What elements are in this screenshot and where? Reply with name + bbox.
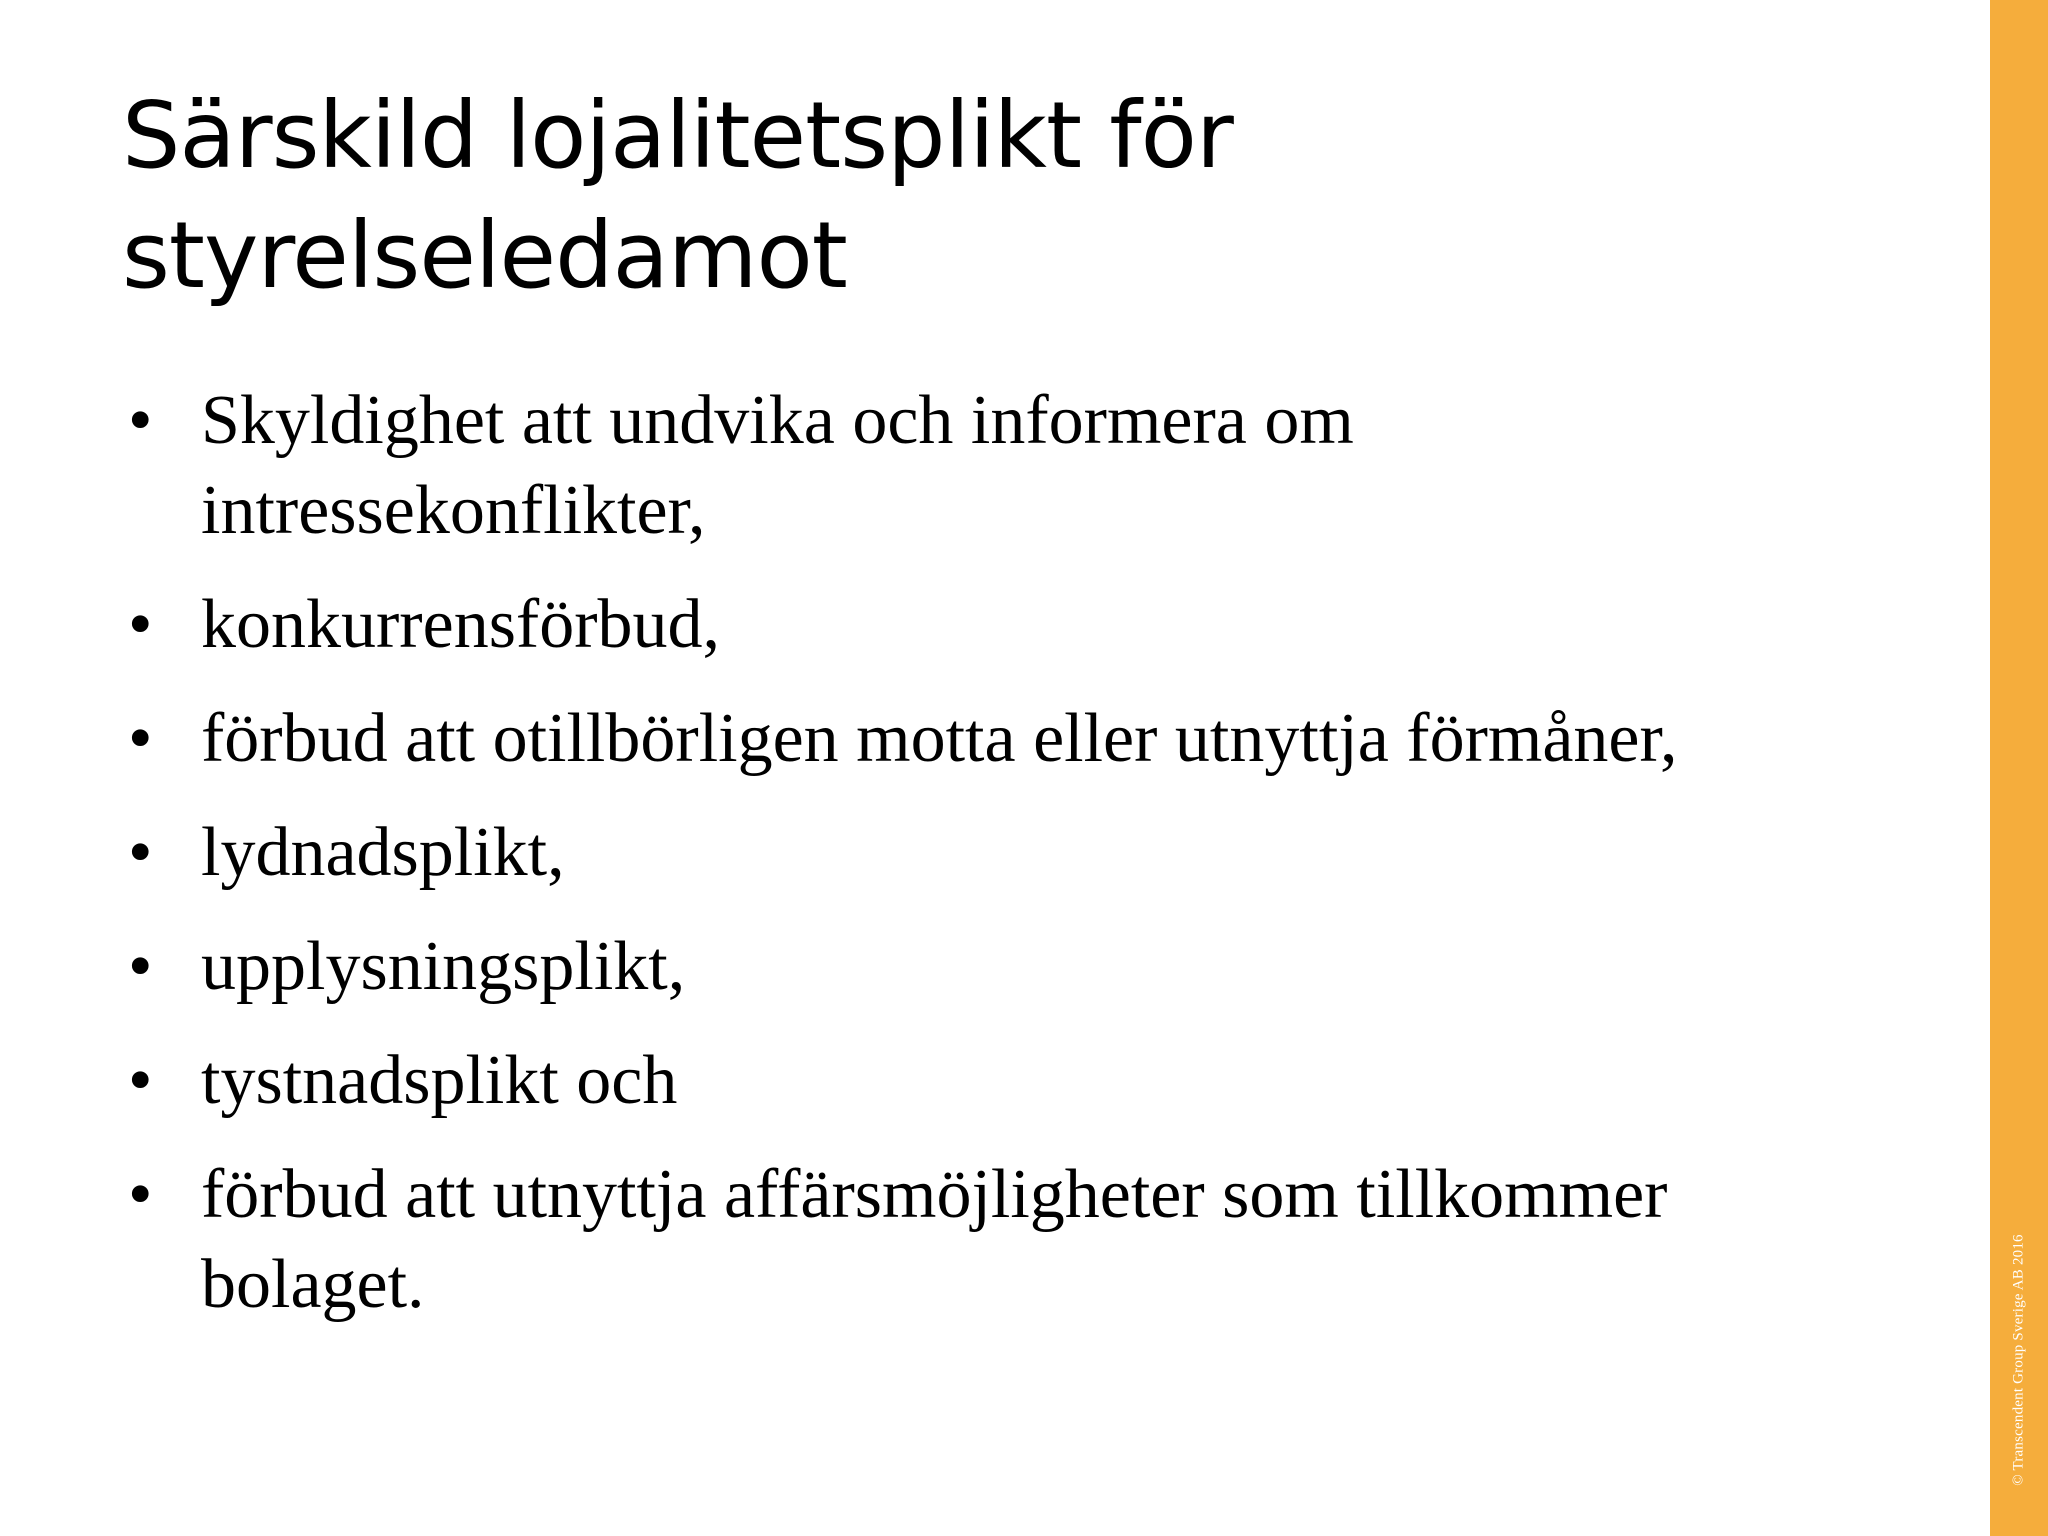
bullet-text: konkurrensförbud, [201, 586, 721, 663]
bullet-item [122, 808, 1862, 898]
slide-title-line-1: Särskild lojalitetsplikt för [122, 82, 1233, 189]
bullet-icon: • [128, 1156, 153, 1233]
bullet-icon: • [128, 1042, 153, 1119]
bullet-text: upplysningsplikt, [201, 928, 686, 1005]
copyright-notice: © Transcendent Group Sverige AB 2016 [2010, 1234, 2027, 1486]
bullet-item [122, 1036, 1862, 1126]
bullet-text: Skyldighet att undvika och informera om intressekonflikter, [201, 382, 1354, 549]
slide-title-line-2: styrelseledamot [122, 202, 847, 309]
bullet-icon: • [128, 928, 153, 1005]
bullet-text: förbud att utnyttja affärsmöjligheter som tillkommer bolaget. [201, 1156, 1668, 1323]
bullet-text: tystnadsplikt och [201, 1042, 678, 1119]
bullet-item [122, 580, 1862, 670]
bullet-item [122, 376, 1862, 556]
bullet-icon: • [128, 814, 153, 891]
bullet-text: förbud att otillbörligen motta eller utnyttja förmåner, [201, 700, 1678, 777]
bullet-icon: • [128, 700, 153, 777]
bullet-item [122, 922, 1862, 1012]
bullet-icon: • [128, 586, 153, 663]
slide-title [122, 76, 1682, 316]
bullet-icon: • [128, 382, 153, 459]
bullet-item [122, 1150, 1862, 1330]
bullet-list [122, 376, 1862, 1354]
bullet-text: lydnadsplikt, [201, 814, 565, 891]
bullet-item [122, 694, 1862, 784]
